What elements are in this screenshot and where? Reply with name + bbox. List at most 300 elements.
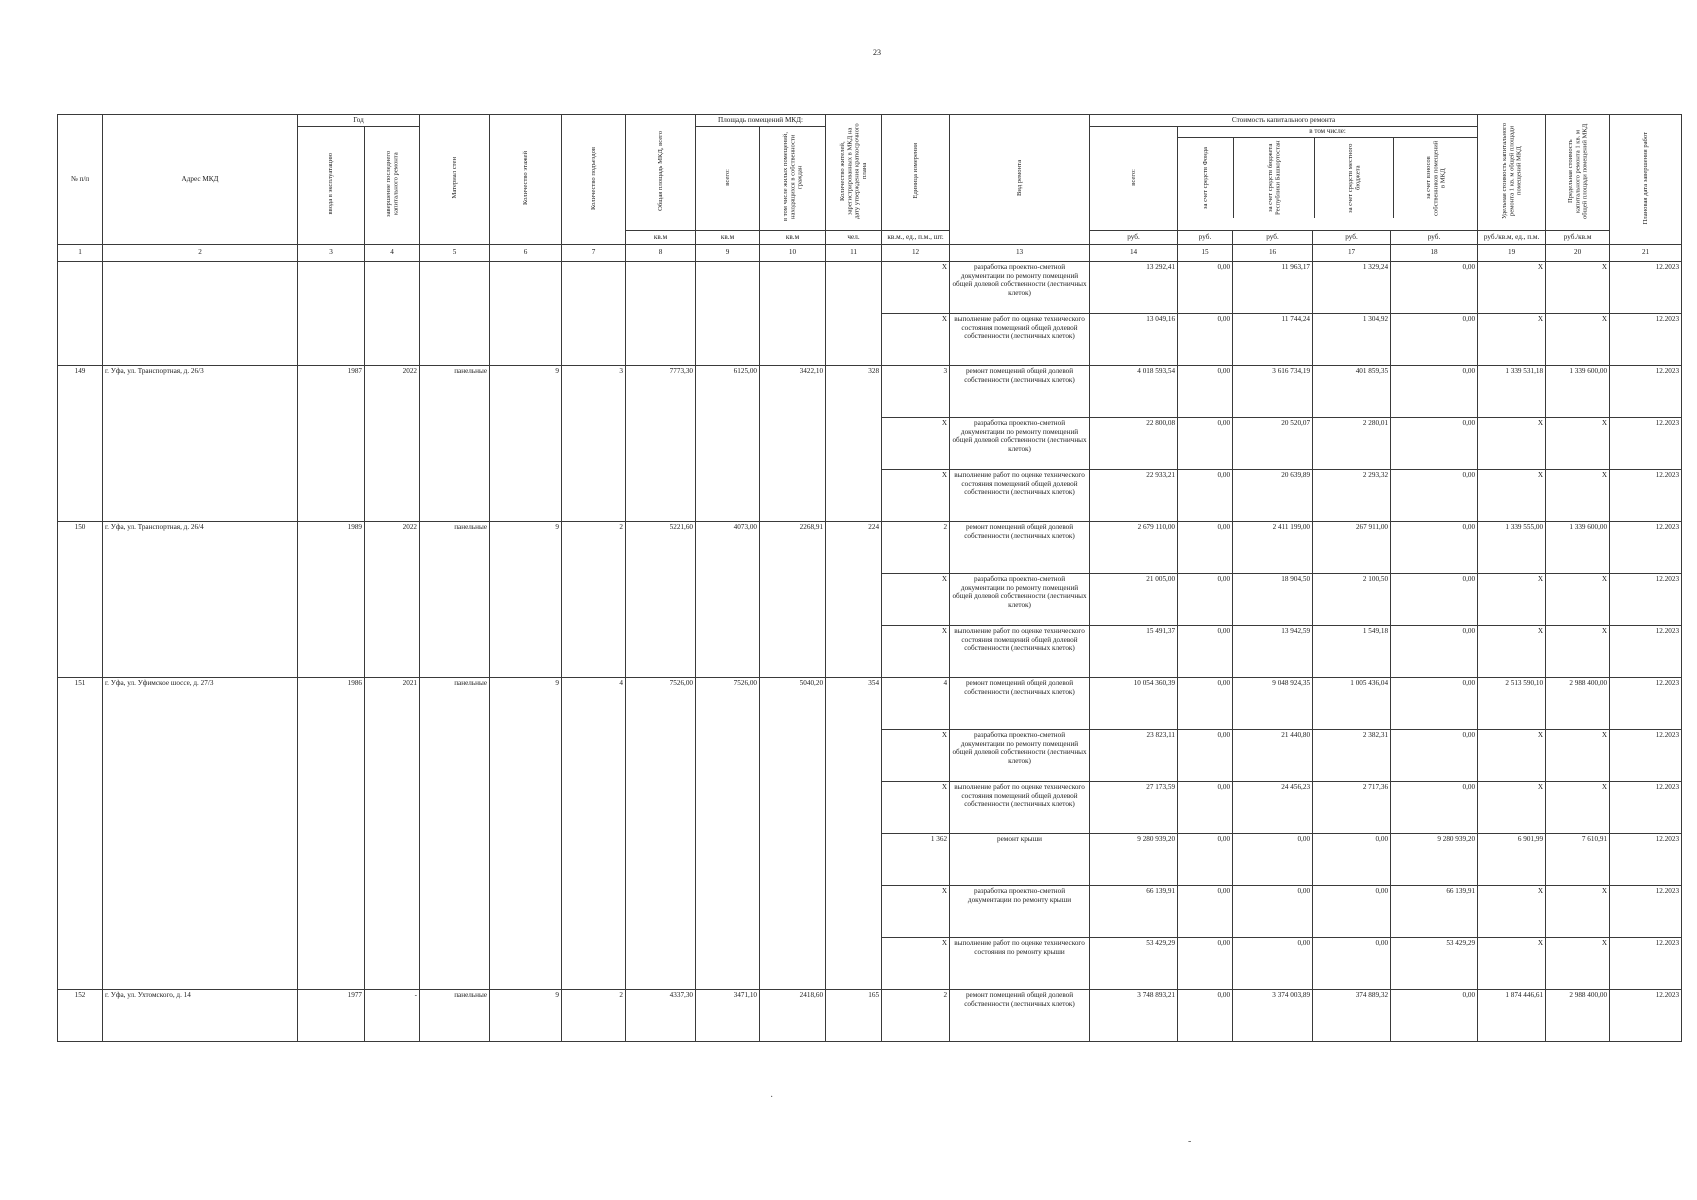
row-max-cost: 1 339 600,00 (1546, 365, 1610, 417)
row-cost-local: 1 549,18 (1313, 625, 1391, 677)
row-work-type: разработка проектно-сметной документации по ремонту помещений общей долевой собственности (лестничных клеток) (950, 417, 1090, 469)
row-wall-material: панельные (420, 521, 490, 573)
table-row (58, 885, 1682, 937)
row-unit-cost: X (1478, 729, 1546, 781)
row-cost-local: 401 859,35 (1313, 365, 1391, 417)
row-cost-total: 3 748 893,21 (1090, 989, 1178, 1041)
row-cost-total: 22 800,08 (1090, 417, 1178, 469)
row-entrances: 4 (562, 677, 626, 729)
row-cost-republic: 3 374 003,89 (1233, 989, 1313, 1041)
row-cost-local: 0,00 (1313, 885, 1391, 937)
row-work-type: разработка проектно-сметной документации по ремонту помещений общей долевой собственности (лестничных клеток) (950, 261, 1090, 313)
row-cost-fund: 0,00 (1178, 625, 1233, 677)
row-premises-total (696, 937, 760, 989)
column-number: 1 (58, 244, 103, 261)
row-work-type: ремонт помещений общей долевой собственности (лестничных клеток) (950, 989, 1090, 1041)
row-cost-total: 13 049,16 (1090, 313, 1178, 365)
row-cost-total: 53 429,29 (1090, 937, 1178, 989)
row-premises-total (696, 469, 760, 521)
row-entrances: 2 (562, 989, 626, 1041)
row-work-type: выполнение работ по оценке технического состояния помещений общей долевой собственности (лестничных клеток) (950, 781, 1090, 833)
header-cost-local: за счет средств местного бюджета (1346, 143, 1362, 213)
row-wall-material (420, 573, 490, 625)
row-cost-owners: 0,00 (1391, 781, 1478, 833)
row-cost-total: 9 280 939,20 (1090, 833, 1178, 885)
row-premises-total (696, 781, 760, 833)
row-cost-owners: 0,00 (1391, 573, 1478, 625)
row-wall-material (420, 313, 490, 365)
row-unit-cost: X (1478, 937, 1546, 989)
row-entrances (562, 833, 626, 885)
row-work-type: ремонт помещений общей долевой собственности (лестничных клеток) (950, 677, 1090, 729)
row-planned-date: 12.2023 (1610, 989, 1682, 1041)
row-num (58, 833, 103, 885)
row-cost-fund: 0,00 (1178, 313, 1233, 365)
row-year-built (298, 469, 365, 521)
row-cost-fund: 0,00 (1178, 885, 1233, 937)
header-premises-owned: в том числе жилых помещений, находящихся в собственности граждан (781, 132, 804, 222)
row-cost-owners: 53 429,29 (1391, 937, 1478, 989)
row-cost-fund: 0,00 (1178, 365, 1233, 417)
row-floors (490, 417, 562, 469)
row-year-repair: - (365, 989, 420, 1041)
row-total-area (626, 937, 696, 989)
row-unit: 1 362 (882, 833, 950, 885)
row-premises-owned (760, 885, 826, 937)
row-planned-date: 12.2023 (1610, 885, 1682, 937)
row-num (58, 417, 103, 469)
row-num (58, 573, 103, 625)
row-planned-date: 12.2023 (1610, 625, 1682, 677)
row-unit: 3 (882, 365, 950, 417)
unit-col-8: кв.м (626, 230, 696, 244)
row-work-type: ремонт помещений общей долевой собственности (лестничных клеток) (950, 365, 1090, 417)
row-year-repair (365, 729, 420, 781)
header-wall-material: Материал стен (450, 157, 458, 199)
row-year-built (298, 885, 365, 937)
row-wall-material: панельные (420, 989, 490, 1041)
column-number: 20 (1546, 244, 1610, 261)
row-planned-date: 12.2023 (1610, 521, 1682, 573)
row-work-type: ремонт крыши (950, 833, 1090, 885)
row-entrances (562, 625, 626, 677)
row-year-repair (365, 417, 420, 469)
row-unit: X (882, 937, 950, 989)
row-floors (490, 469, 562, 521)
row-total-area (626, 573, 696, 625)
row-cost-total: 2 679 110,00 (1090, 521, 1178, 573)
row-unit-cost: X (1478, 261, 1546, 313)
row-year-repair (365, 625, 420, 677)
column-number: 16 (1233, 244, 1313, 261)
row-max-cost: X (1546, 937, 1610, 989)
row-year-repair: 2022 (365, 365, 420, 417)
header-cost-total: всего: (1129, 168, 1137, 186)
row-max-cost: X (1546, 729, 1610, 781)
row-address (103, 313, 298, 365)
row-cost-republic: 0,00 (1233, 833, 1313, 885)
table-row (58, 625, 1682, 677)
row-total-area (626, 729, 696, 781)
unit-col-12: кв.м., ед., п.м., шт. (882, 230, 950, 244)
table-row (58, 937, 1682, 989)
row-max-cost: X (1546, 625, 1610, 677)
row-premises-total (696, 833, 760, 885)
row-year-built: 1986 (298, 677, 365, 729)
row-cost-fund: 0,00 (1178, 729, 1233, 781)
row-planned-date: 12.2023 (1610, 833, 1682, 885)
unit-col-14: руб. (1090, 230, 1178, 244)
row-max-cost: 7 610,91 (1546, 833, 1610, 885)
row-cost-republic: 20 639,89 (1233, 469, 1313, 521)
header-unit: Единица измерения (911, 143, 919, 199)
column-number: 6 (490, 244, 562, 261)
row-wall-material (420, 833, 490, 885)
row-cost-local: 2 280,01 (1313, 417, 1391, 469)
row-work-type: ремонт помещений общей долевой собственности (лестничных клеток) (950, 521, 1090, 573)
row-year-repair (365, 885, 420, 937)
row-premises-owned (760, 781, 826, 833)
row-num (58, 469, 103, 521)
row-num (58, 729, 103, 781)
row-wall-material (420, 261, 490, 313)
row-cost-fund: 0,00 (1178, 469, 1233, 521)
row-planned-date: 12.2023 (1610, 677, 1682, 729)
row-unit-cost: X (1478, 573, 1546, 625)
row-num (58, 261, 103, 313)
row-address (103, 781, 298, 833)
row-planned-date: 12.2023 (1610, 417, 1682, 469)
row-entrances (562, 261, 626, 313)
row-premises-owned: 2418,60 (760, 989, 826, 1041)
row-cost-fund: 0,00 (1178, 781, 1233, 833)
row-cost-republic: 21 440,80 (1233, 729, 1313, 781)
column-number: 11 (826, 244, 882, 261)
row-cost-owners: 0,00 (1391, 521, 1478, 573)
column-number: 12 (882, 244, 950, 261)
table-row (58, 521, 1682, 573)
row-residents (826, 469, 882, 521)
row-unit: X (882, 469, 950, 521)
row-premises-total: 3471,10 (696, 989, 760, 1041)
row-cost-local: 2 100,50 (1313, 573, 1391, 625)
row-max-cost: X (1546, 417, 1610, 469)
row-cost-republic: 20 520,07 (1233, 417, 1313, 469)
row-year-repair: 2021 (365, 677, 420, 729)
row-unit: X (882, 417, 950, 469)
row-wall-material (420, 937, 490, 989)
header-max-cost: Предельная стоимость капитального ремонта 1 кв. м общей площади помещений МКД (1566, 123, 1589, 219)
row-year-repair (365, 781, 420, 833)
row-unit: 4 (882, 677, 950, 729)
row-wall-material (420, 417, 490, 469)
row-cost-republic: 11 744,24 (1233, 313, 1313, 365)
row-unit: X (882, 625, 950, 677)
row-cost-owners: 9 280 939,20 (1391, 833, 1478, 885)
row-entrances: 2 (562, 521, 626, 573)
column-number: 8 (626, 244, 696, 261)
row-year-built (298, 937, 365, 989)
row-residents (826, 885, 882, 937)
row-premises-owned: 3422,10 (760, 365, 826, 417)
row-max-cost: X (1546, 573, 1610, 625)
row-floors (490, 261, 562, 313)
row-premises-total (696, 625, 760, 677)
row-residents (826, 313, 882, 365)
row-unit: X (882, 313, 950, 365)
row-unit-cost: 1 339 531,18 (1478, 365, 1546, 417)
row-cost-total: 15 491,37 (1090, 625, 1178, 677)
row-cost-republic: 0,00 (1233, 885, 1313, 937)
row-num (58, 313, 103, 365)
row-cost-owners: 0,00 (1391, 365, 1478, 417)
table-row (58, 729, 1682, 781)
column-number: 2 (103, 244, 298, 261)
row-premises-owned (760, 937, 826, 989)
row-address: г. Уфа, ул. Ухтомского, д. 14 (103, 989, 298, 1041)
row-floors: 9 (490, 989, 562, 1041)
row-residents (826, 261, 882, 313)
header-floors: Количество этажей (521, 151, 529, 205)
row-cost-local: 0,00 (1313, 833, 1391, 885)
row-address (103, 885, 298, 937)
row-work-type: выполнение работ по оценке технического состояния по ремонту крыши (950, 937, 1090, 989)
row-max-cost: X (1546, 469, 1610, 521)
row-floors: 9 (490, 365, 562, 417)
row-unit: X (882, 573, 950, 625)
column-number: 14 (1090, 244, 1178, 261)
row-cost-republic: 9 048 924,35 (1233, 677, 1313, 729)
table-row (58, 677, 1682, 729)
row-premises-owned: 5040,20 (760, 677, 826, 729)
row-address (103, 937, 298, 989)
row-cost-owners: 66 139,91 (1391, 885, 1478, 937)
header-premises-group: Площадь помещений МКД: (696, 115, 826, 127)
row-address (103, 625, 298, 677)
row-cost-total: 21 005,00 (1090, 573, 1178, 625)
header-cost-republic: за счет средств бюджета Республики Башкортостан (1266, 140, 1282, 216)
row-year-built (298, 833, 365, 885)
row-total-area (626, 417, 696, 469)
row-year-built (298, 313, 365, 365)
row-premises-total (696, 885, 760, 937)
unit-col-18: руб. (1391, 230, 1478, 244)
row-floors (490, 937, 562, 989)
header-cost-fund: за счет средств Фонда (1201, 146, 1209, 210)
row-total-area: 4337,30 (626, 989, 696, 1041)
column-numbers-row (58, 244, 1682, 261)
row-residents (826, 573, 882, 625)
row-unit-cost: X (1478, 885, 1546, 937)
header-planned-date: Плановая дата завершения работ (1641, 131, 1649, 225)
row-unit-cost: X (1478, 417, 1546, 469)
row-unit-cost: 6 901,99 (1478, 833, 1546, 885)
row-unit: X (882, 729, 950, 781)
row-total-area: 5221,60 (626, 521, 696, 573)
unit-col-9: кв.м (696, 230, 760, 244)
row-year-built (298, 729, 365, 781)
row-year-built (298, 261, 365, 313)
row-cost-republic: 11 963,17 (1233, 261, 1313, 313)
row-cost-local: 267 911,00 (1313, 521, 1391, 573)
row-entrances: 3 (562, 365, 626, 417)
row-cost-total: 23 823,11 (1090, 729, 1178, 781)
row-premises-total (696, 417, 760, 469)
row-address (103, 833, 298, 885)
row-address (103, 261, 298, 313)
header-unit-cost: Удельная стоимость капитального ремонта 1 кв. м общей площади помещений МКД (1500, 123, 1523, 220)
row-premises-owned (760, 833, 826, 885)
table-row (58, 573, 1682, 625)
row-unit-cost: 2 513 590,10 (1478, 677, 1546, 729)
row-cost-local: 1 329,24 (1313, 261, 1391, 313)
row-cost-local: 1 304,92 (1313, 313, 1391, 365)
row-planned-date: 12.2023 (1610, 729, 1682, 781)
row-cost-republic: 18 904,50 (1233, 573, 1313, 625)
row-work-type: выполнение работ по оценке технического состояния помещений общей долевой собственности (лестничных клеток) (950, 625, 1090, 677)
row-cost-owners: 0,00 (1391, 677, 1478, 729)
row-cost-total: 10 054 360,39 (1090, 677, 1178, 729)
row-total-area: 7526,00 (626, 677, 696, 729)
row-year-built (298, 417, 365, 469)
column-number: 10 (760, 244, 826, 261)
row-wall-material (420, 625, 490, 677)
row-unit-cost: X (1478, 469, 1546, 521)
unit-col-17: руб. (1313, 230, 1391, 244)
row-entrances (562, 885, 626, 937)
row-max-cost: 2 988 400,00 (1546, 989, 1610, 1041)
row-planned-date: 12.2023 (1610, 261, 1682, 313)
row-entrances (562, 313, 626, 365)
row-max-cost: X (1546, 261, 1610, 313)
header-year-group: Год (298, 115, 420, 127)
row-cost-owners: 0,00 (1391, 469, 1478, 521)
row-cost-fund: 0,00 (1178, 521, 1233, 573)
row-cost-local: 2 382,31 (1313, 729, 1391, 781)
row-cost-fund: 0,00 (1178, 833, 1233, 885)
header-cost-owners: за счет взносов собственников помещений в МКД (1424, 140, 1447, 216)
table-row (58, 833, 1682, 885)
row-num (58, 937, 103, 989)
row-residents: 354 (826, 677, 882, 729)
column-number: 21 (1610, 244, 1682, 261)
table-row (58, 261, 1682, 313)
row-cost-fund: 0,00 (1178, 573, 1233, 625)
row-unit: 2 (882, 521, 950, 573)
row-address (103, 417, 298, 469)
row-year-built: 1987 (298, 365, 365, 417)
row-floors (490, 313, 562, 365)
scan-mark: - (1188, 1136, 1192, 1147)
row-unit: X (882, 885, 950, 937)
row-max-cost: 2 988 400,00 (1546, 677, 1610, 729)
row-premises-owned (760, 261, 826, 313)
row-address (103, 469, 298, 521)
row-entrances (562, 729, 626, 781)
table-row (58, 989, 1682, 1041)
row-residents (826, 781, 882, 833)
header-work-type: Вид ремонта (1015, 159, 1023, 197)
row-floors (490, 833, 562, 885)
row-floors (490, 625, 562, 677)
row-year-built (298, 573, 365, 625)
header-address: Адрес МКД (103, 115, 298, 245)
column-number: 17 (1313, 244, 1391, 261)
header-cost-group: Стоимость капитального ремонта (1090, 115, 1478, 127)
row-total-area (626, 469, 696, 521)
row-cost-local: 0,00 (1313, 937, 1391, 989)
row-planned-date: 12.2023 (1610, 365, 1682, 417)
row-premises-owned (760, 729, 826, 781)
row-year-built: 1989 (298, 521, 365, 573)
table-row (58, 365, 1682, 417)
column-number: 9 (696, 244, 760, 261)
row-num: 152 (58, 989, 103, 1041)
row-premises-owned (760, 417, 826, 469)
row-wall-material (420, 469, 490, 521)
row-cost-republic: 24 456,23 (1233, 781, 1313, 833)
row-address: г. Уфа, ул. Транспортная, д. 26/4 (103, 521, 298, 573)
row-cost-fund: 0,00 (1178, 937, 1233, 989)
row-floors (490, 729, 562, 781)
row-cost-republic: 0,00 (1233, 937, 1313, 989)
row-year-built (298, 625, 365, 677)
row-unit-cost: 1 874 446,61 (1478, 989, 1546, 1041)
row-residents (826, 625, 882, 677)
row-planned-date: 12.2023 (1610, 313, 1682, 365)
row-num (58, 781, 103, 833)
row-cost-owners: 0,00 (1391, 417, 1478, 469)
row-year-repair (365, 573, 420, 625)
row-year-built: 1977 (298, 989, 365, 1041)
row-residents: 328 (826, 365, 882, 417)
row-residents: 224 (826, 521, 882, 573)
unit-col-20: руб./кв.м (1546, 230, 1610, 244)
row-entrances (562, 781, 626, 833)
row-max-cost: X (1546, 781, 1610, 833)
row-cost-fund: 0,00 (1178, 989, 1233, 1041)
row-max-cost: 1 339 600,00 (1546, 521, 1610, 573)
row-year-repair (365, 261, 420, 313)
row-cost-fund: 0,00 (1178, 417, 1233, 469)
row-premises-total (696, 729, 760, 781)
row-entrances (562, 937, 626, 989)
row-residents (826, 833, 882, 885)
row-num (58, 885, 103, 937)
header-row-1 (58, 115, 1682, 127)
row-residents (826, 417, 882, 469)
row-address (103, 729, 298, 781)
row-residents (826, 937, 882, 989)
column-number: 3 (298, 244, 365, 261)
row-floors (490, 781, 562, 833)
row-premises-total: 4073,00 (696, 521, 760, 573)
row-num (58, 625, 103, 677)
row-work-type: разработка проектно-сметной документации по ремонту помещений общей долевой собственности (лестничных клеток) (950, 729, 1090, 781)
row-cost-owners: 0,00 (1391, 261, 1478, 313)
row-wall-material (420, 781, 490, 833)
row-total-area (626, 261, 696, 313)
row-entrances (562, 469, 626, 521)
column-number: 7 (562, 244, 626, 261)
row-total-area (626, 313, 696, 365)
row-cost-local: 1 005 436,04 (1313, 677, 1391, 729)
row-num: 151 (58, 677, 103, 729)
row-work-type: разработка проектно-сметной документации по ремонту крыши (950, 885, 1090, 937)
row-unit: X (882, 261, 950, 313)
row-address (103, 573, 298, 625)
row-planned-date: 12.2023 (1610, 781, 1682, 833)
